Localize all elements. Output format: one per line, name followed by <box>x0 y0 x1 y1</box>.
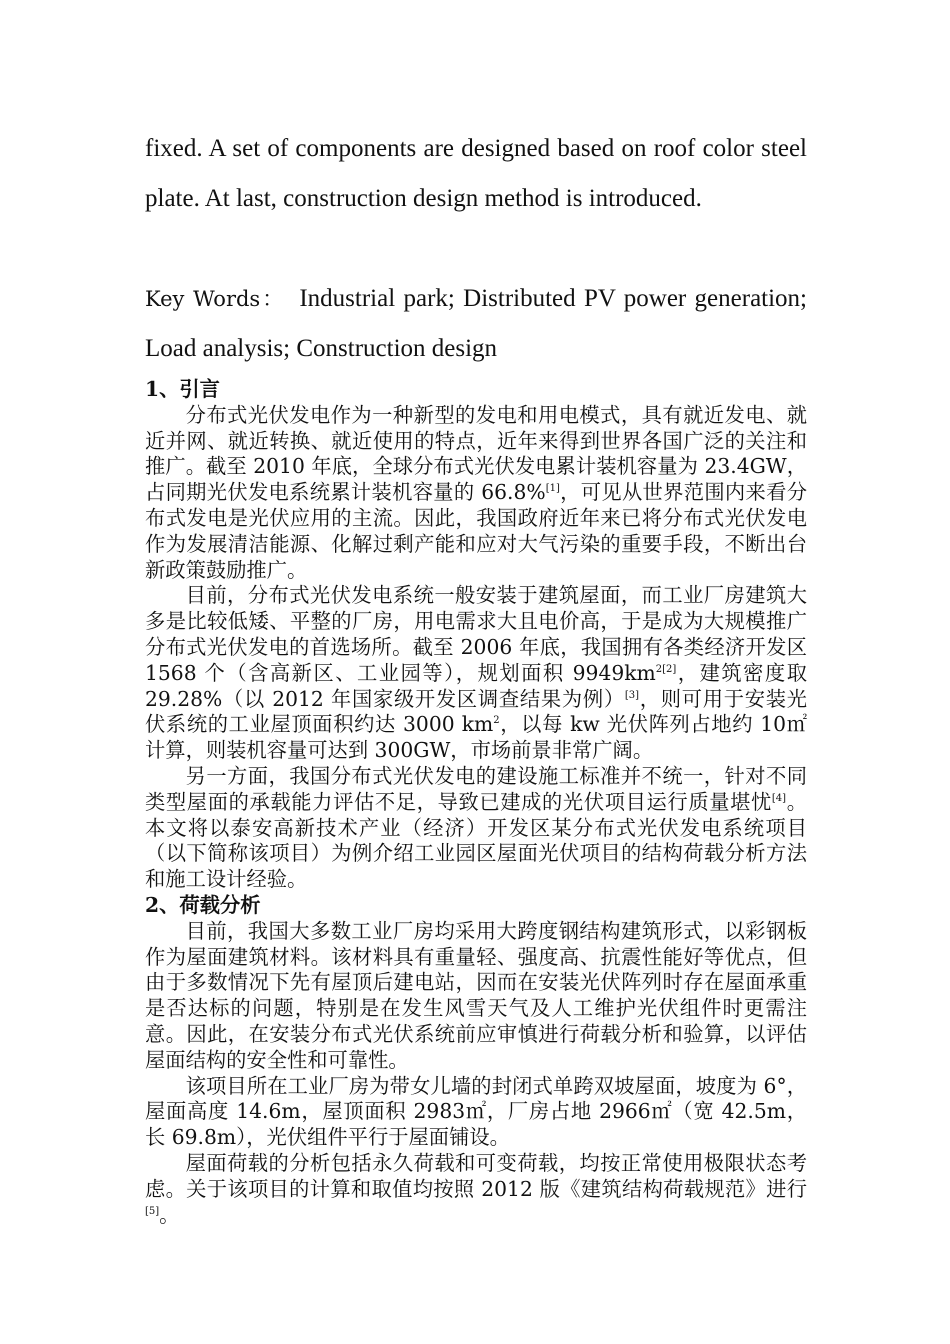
intro-p1-text-b: ，可见从世界范围内来看分布式发电是光伏应用的主流。因此，我国政府近年来已将分布式光伏发电作为发展清洁能源、化解过剩产能和应对大气污染的重要手段，不断出台新政策鼓励推广。 <box>145 480 807 582</box>
intro-p3-text-b: 。本文将以泰安高新技术产业（经济）开发区某分布式光伏发电系统项目（以下简称该项目）为例介绍工业园区屋面光伏项目的结构荷载分析方法和施工设计经验。 <box>145 789 807 892</box>
keywords-en <box>145 274 807 374</box>
keywords-label: Key Words： <box>145 287 286 311</box>
section-heading-load-analysis: 2、荷载分析 <box>145 892 261 917</box>
load-p3-text-b: 。 <box>159 1202 180 1227</box>
intro-p2-text-d: ，以每 kw 光伏阵列占地约 10㎡计算，则装机容量可达到 300GW，市场前景非常广阔。 <box>145 712 807 763</box>
keywords-text: Industrial park; Distributed PV power generation; Load analysis; Construction design <box>145 285 807 362</box>
intro-paragraph-2 <box>145 583 807 764</box>
load-paragraph-1: 目前，我国大多数工业厂房均采用大跨度钢结构建筑形式，以彩钢板作为屋面建筑材料。该材料具有重量轻、强度高、抗震性能好等优点，但由于多数情况下先有屋顶后建电站，因而在安装光伏阵列时存在屋面承重是否达标的问题，特别是在发生风雪天气及人工维护光伏组件时更需注意。因此，在安装分布式光伏系统前应审慎进行荷载分析和验算，以评估屋面结构的安全性和可靠性。 <box>145 918 807 1072</box>
unit-superscript: 2 <box>493 715 500 727</box>
load-paragraph-3 <box>145 1151 807 1228</box>
intro-p3-text-a: 另一方面，我国分布式光伏发电的建设施工标准并不统一，针对不同类型屋面的承载能力评估不足，导致已建成的光伏项目运行质量堪忧 <box>145 763 807 814</box>
intro-p2-text-b: ，建筑密度取 29.28%（以 2012 年国家级开发区调查结果为例） <box>145 660 807 711</box>
intro-p2-text-a: 目前，分布式光伏发电系统一般安装于建筑屋面，而工业厂房建筑大多是比较低矮、平整的厂房，用电需求大且电价高，于是成为大规模推广分布式光伏发电的首选场所。截至 2006 年底，我国拥有各类经济开发区 1568 个（含高新区、工业园等），规划面积 9949km <box>145 583 807 685</box>
load-p3-text-a: 屋面荷载的分析包括永久荷载和可变荷载，均按正常使用极限状态考虑。关于该项目的计算和取值均按照 2012 版《建筑结构荷载规范》进行 <box>145 1150 807 1201</box>
chinese-body <box>145 377 807 1228</box>
citation-ref: [3] <box>624 689 640 701</box>
intro-p2-text-c: ，则可用于安装光伏系统的工业屋顶面积约达 3000 km <box>145 686 807 737</box>
intro-paragraph-1 <box>145 403 807 584</box>
citation-ref: [1] <box>545 483 560 495</box>
citation-ref: [5] <box>145 1205 160 1217</box>
intro-paragraph-3 <box>145 764 807 893</box>
section-heading-introduction: 1、引言 <box>145 377 220 401</box>
intro-p1-text-a: 分布式光伏发电作为一种新型的发电和用电模式，具有就近发电、就近并网、就近转换、就近使用的特点，近年来得到世界各国广泛的关注和推广。截至 2010 年底，全球分布式光伏发电累计装机容量为 23.4GW，占同期光伏发电系统累计装机容量的 66.8% <box>145 402 807 505</box>
citation-ref: 2[2] <box>655 663 677 675</box>
load-paragraph-2: 该项目所在工业厂房为带女儿墙的封闭式单跨双坡屋面，坡度为 6°，屋面高度 14.6m，屋顶面积 2983㎡，厂房占地 2966㎡（宽 42.5m，长 69.8m），光伏组件平行于屋面铺设。 <box>145 1073 807 1150</box>
citation-ref: [4] <box>771 792 787 804</box>
abstract-en-text: fixed. A set of components are designed based on roof color steel plate. At last, construction design method is introduced. <box>145 135 807 212</box>
